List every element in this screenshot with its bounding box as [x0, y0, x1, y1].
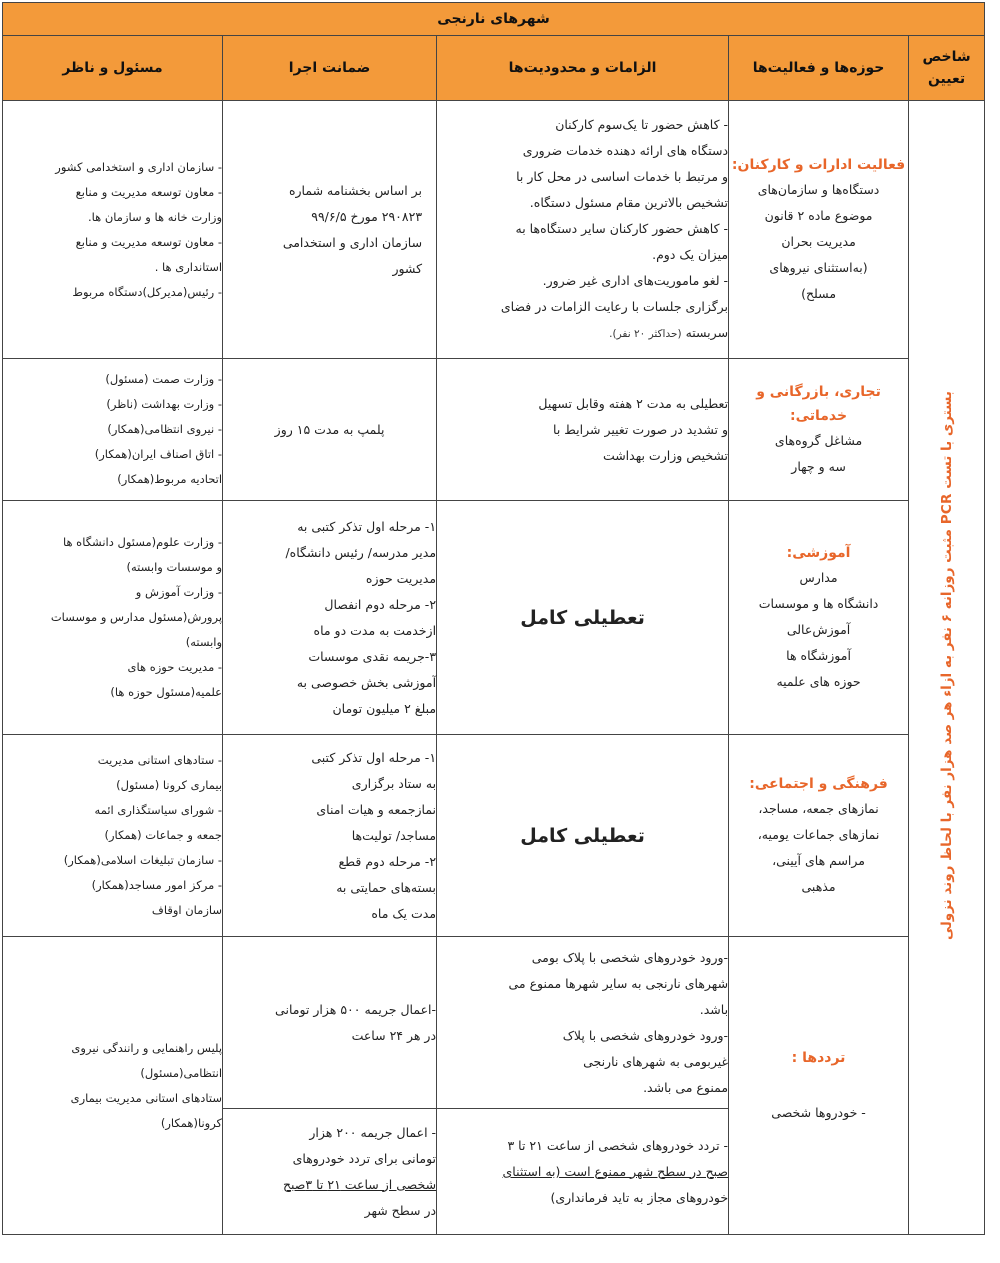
responsible-line: وزارت خانه ها و سازمان ها. — [87, 209, 223, 224]
table-row — [3, 101, 985, 359]
responsible-line: - سازمان اداری و استخدامی کشور — [55, 159, 223, 174]
responsible-line: - مرکز امور مساجد(همکار) — [91, 878, 223, 892]
responsible-cell — [3, 359, 223, 501]
guarantee-line: آموزشی بخش خصوصی به — [296, 674, 437, 690]
guarantee-line: ازخدمت به مدت دو ماه — [313, 622, 437, 638]
requirement-line: باشد. — [699, 1001, 729, 1017]
responsible-line: - نیروی انتظامی(همکار) — [107, 422, 223, 436]
area-line: مدیریت بحران — [781, 233, 856, 249]
requirements-cell — [437, 1109, 729, 1235]
header-indicator: شاخص تعیین — [909, 36, 985, 101]
guarantee-line: نمازجمعه و هیات امنای — [316, 801, 437, 817]
requirement-note: (حداکثر ۲۰ نفر). — [609, 328, 682, 340]
area-title: فعالیت ادارات و کارکنان: — [731, 156, 906, 173]
responsible-line: پرورش(مسئول مدارس و موسسات — [50, 610, 223, 624]
responsible-line: - معاون توسعه مدیریت و منابع — [75, 234, 223, 249]
responsible-line: استانداری ها . — [154, 259, 223, 274]
area-line: موضوع ماده ۲ قانون — [764, 207, 873, 223]
guarantee-cell — [223, 1109, 437, 1235]
table-row — [3, 359, 985, 501]
guarantee-cell — [223, 359, 437, 501]
indicator-text: بستری با تست PCR مثبت روزانه ۶ نفر به ازاء هر صد هزار نفر با لحاظ روند نزولی — [938, 391, 955, 940]
area-line: مراسم های آیینی، — [772, 852, 866, 868]
requirement-line: تشخیص وزارت بهداشت — [602, 447, 729, 463]
requirements-cell — [437, 101, 729, 359]
responsible-line: - رئیس(مدیرکل)دستگاه مربوط — [72, 284, 223, 299]
guarantee-line: بسته‌های حمایتی به — [336, 879, 437, 895]
area-line: نمازهای جماعات یومیه، — [757, 826, 880, 842]
area-line: آموزشگاه ها — [786, 647, 851, 663]
requirement-line: غیربومی به شهرهای نارنجی — [583, 1053, 729, 1069]
responsible-cell — [3, 735, 223, 937]
guarantee-line: به ستاد برگزاری — [351, 775, 437, 791]
requirement-line: شهرهای نارنجی به سایر شهرها ممنوع می — [508, 975, 729, 991]
guarantee-line: -اعمال جریمه ۵۰۰ هزار تومانی — [275, 1001, 437, 1017]
requirements-cell — [437, 359, 729, 501]
requirements-cell — [437, 501, 729, 735]
area-cell — [729, 937, 909, 1235]
requirement-line: - لغو ماموریت‌های اداری غیر ضرور. — [542, 273, 729, 288]
area-cell — [729, 359, 909, 501]
full-closure-label: تعطیلی کامل — [520, 824, 645, 847]
area-title: ترددها : — [791, 1049, 846, 1066]
area-cell — [729, 501, 909, 735]
requirement-text: سربسته — [685, 325, 729, 340]
full-closure-label: تعطیلی کامل — [520, 606, 645, 629]
responsible-cell — [3, 501, 223, 735]
guarantee-line: کشور — [392, 260, 423, 276]
requirement-line: دستگاه های ارائه دهنده خدمات ضروری — [522, 143, 729, 158]
guarantee-line: تومانی برای تردد خودروهای — [292, 1150, 437, 1166]
area-line: مدارس — [799, 569, 838, 585]
requirement-line: میزان یک دوم. — [652, 247, 729, 262]
requirement-line: و مرتبط با خدمات اساسی در محل کار با — [516, 169, 729, 184]
guarantee-line: ۲- مرحله دوم انفصال — [324, 596, 437, 612]
guarantee-line: بر اساس بخشنامه شماره — [288, 182, 423, 198]
guarantee-line: سازمان اداری و استخدامی — [282, 234, 423, 250]
responsible-line: - وزارت آموزش و — [135, 585, 223, 599]
area-line: دانشگاه ها و موسسات — [758, 595, 879, 611]
area-line: مسلح) — [801, 285, 837, 301]
orange-cities-table — [2, 2, 985, 1235]
guarantee-cell — [223, 101, 437, 359]
indicator-cell — [909, 101, 985, 1235]
guarantee-line: مدیر مدرسه/ رئیس دانشگاه/ — [285, 544, 437, 560]
requirement-line: خودروهای مجاز به تاید فرمانداری) — [550, 1189, 729, 1205]
requirements-cell — [437, 937, 729, 1109]
guarantee-cell — [223, 735, 437, 937]
table-row — [3, 501, 985, 735]
guarantee-line: ۱- مرحله اول تذکر کتبی به — [297, 518, 437, 534]
area-line: مشاغل گروه‌های — [774, 432, 863, 448]
header-areas: حوزه‌ها و فعالیت‌ها — [729, 36, 909, 101]
responsible-line: - ستادهای استانی مدیریت — [97, 753, 223, 767]
responsible-line: - اتاق اصناف ایران(همکار) — [94, 447, 223, 461]
guarantee-line: مساجد/ تولیت‌ها — [351, 827, 437, 843]
requirement-line: -ورود خودروهای شخصی با پلاک بومی — [531, 949, 729, 965]
area-line: نمازهای جمعه، مساجد، — [758, 800, 879, 816]
guarantee-line: شخصی از ساعت ۲۱ تا ۳صبح — [282, 1176, 437, 1192]
responsible-line: اتحادیه مربوط(همکار) — [117, 472, 223, 486]
area-title: آموزشی: — [786, 544, 851, 561]
responsible-line: - معاون توسعه مدیریت و منابع — [75, 184, 223, 199]
guarantee-line: در هر ۲۴ ساعت — [351, 1027, 437, 1043]
requirements-cell — [437, 735, 729, 937]
requirement-line: و تشدید در صورت تغییر شرایط با — [553, 421, 729, 437]
table-row — [3, 937, 985, 1109]
responsible-line: - وزارت بهداشت (ناظر) — [106, 397, 223, 411]
guarantee-line: ۲- مرحله دوم قطع — [338, 853, 437, 869]
responsible-line: - وزارت صمت (مسئول) — [105, 372, 223, 386]
responsible-line: - شورای سیاستگذاری ائمه — [94, 803, 223, 817]
requirement-line: - تردد خودروهای شخصی از ساعت ۲۱ تا ۳ — [507, 1137, 729, 1153]
guarantee-line: مبلغ ۲ میلیون تومان — [332, 700, 437, 716]
guarantee-line: پلمپ به مدت ۱۵ روز — [274, 421, 385, 437]
responsible-line: سازمان اوقاف — [151, 903, 223, 917]
responsible-line: بیماری کرونا (مسئول) — [116, 778, 223, 792]
responsible-cell — [3, 937, 223, 1235]
guarantee-line: مدیریت حوزه — [365, 570, 437, 586]
area-line: دستگاه‌ها و سازمان‌های — [757, 181, 880, 197]
requirement-line: تشخیص بالاترین مقام مسئول دستگاه. — [529, 195, 729, 210]
guarantee-line: در سطح شهر — [364, 1202, 437, 1218]
responsible-line: جمعه و جماعات (همکار) — [104, 828, 223, 842]
guarantee-line: مدت یک ماه — [371, 905, 437, 921]
requirement-line: - کاهش حضور تا یک‌سوم کارکنان — [555, 117, 729, 132]
responsible-line: کرونا(همکار) — [160, 1115, 223, 1130]
requirement-line — [437, 320, 728, 347]
area-title: تجاری، بازرگانی و خدماتی: — [756, 383, 881, 424]
area-line: - خودروها شخصی — [771, 1104, 866, 1120]
guarantee-line: ۱- مرحله اول تذکر کتبی — [311, 749, 437, 765]
table-row — [3, 735, 985, 937]
guarantee-line: ۲۹۰۸۲۳ مورخ ۹۹/۶/۵ — [311, 208, 423, 224]
responsible-line: - سازمان تبلیغات اسلامی(همکار) — [63, 853, 223, 867]
area-cell — [729, 101, 909, 359]
header-requirements: الزامات و محدودیت‌ها — [437, 36, 729, 101]
responsible-line: وابسته) — [185, 635, 223, 649]
table-title: شهرهای نارنجی — [3, 3, 985, 36]
responsible-line: - وزارت علوم(مسئول دانشگاه ها — [62, 535, 223, 549]
header-guarantee: ضمانت اجرا — [223, 36, 437, 101]
area-line: (به‌استثنای نیروهای — [769, 259, 868, 275]
responsible-line: علمیه(مسئول حوزه ها) — [110, 685, 223, 699]
area-line: آموزش‌عالی — [786, 621, 851, 637]
responsible-line: ستادهای استانی مدیریت بیماری — [70, 1090, 223, 1105]
requirement-line: برگزاری جلسات با رعایت الزامات در فضای — [500, 299, 729, 314]
guarantee-cell — [223, 501, 437, 735]
area-line: مذهبی — [801, 878, 836, 894]
area-cell — [729, 735, 909, 937]
header-responsible: مسئول و ناظر — [3, 36, 223, 101]
area-line: حوزه های علمیه — [776, 673, 861, 689]
area-title: فرهنگی و اجتماعی: — [749, 775, 888, 792]
responsible-line: انتظامی(مسئول) — [140, 1065, 223, 1080]
responsible-line: و موسسات وابسته) — [126, 560, 223, 574]
guarantee-line: - اعمال جریمه ۲۰۰ هزار — [309, 1124, 437, 1140]
area-line: سه و چهار — [791, 458, 846, 474]
responsible-cell — [3, 101, 223, 359]
responsible-line: پلیس راهنمایی و رانندگی نیروی — [71, 1040, 223, 1055]
requirement-line: ممنوع می باشد. — [643, 1079, 729, 1095]
guarantee-line: ۳-جریمه نقدی موسسات — [308, 648, 437, 664]
requirement-line: - کاهش حضور کارکنان سایر دستگاه‌ها به — [515, 221, 729, 236]
requirement-line: تعطیلی به مدت ۲ هفته وقابل تسهیل — [538, 395, 729, 411]
guarantee-cell — [223, 937, 437, 1109]
requirement-line: صبح در سطح شهر ممنوع است (به استثنای — [502, 1163, 729, 1179]
requirement-line: -ورود خودروهای شخصی با پلاک — [562, 1027, 729, 1043]
responsible-line: - مدیریت حوزه های — [127, 660, 223, 674]
